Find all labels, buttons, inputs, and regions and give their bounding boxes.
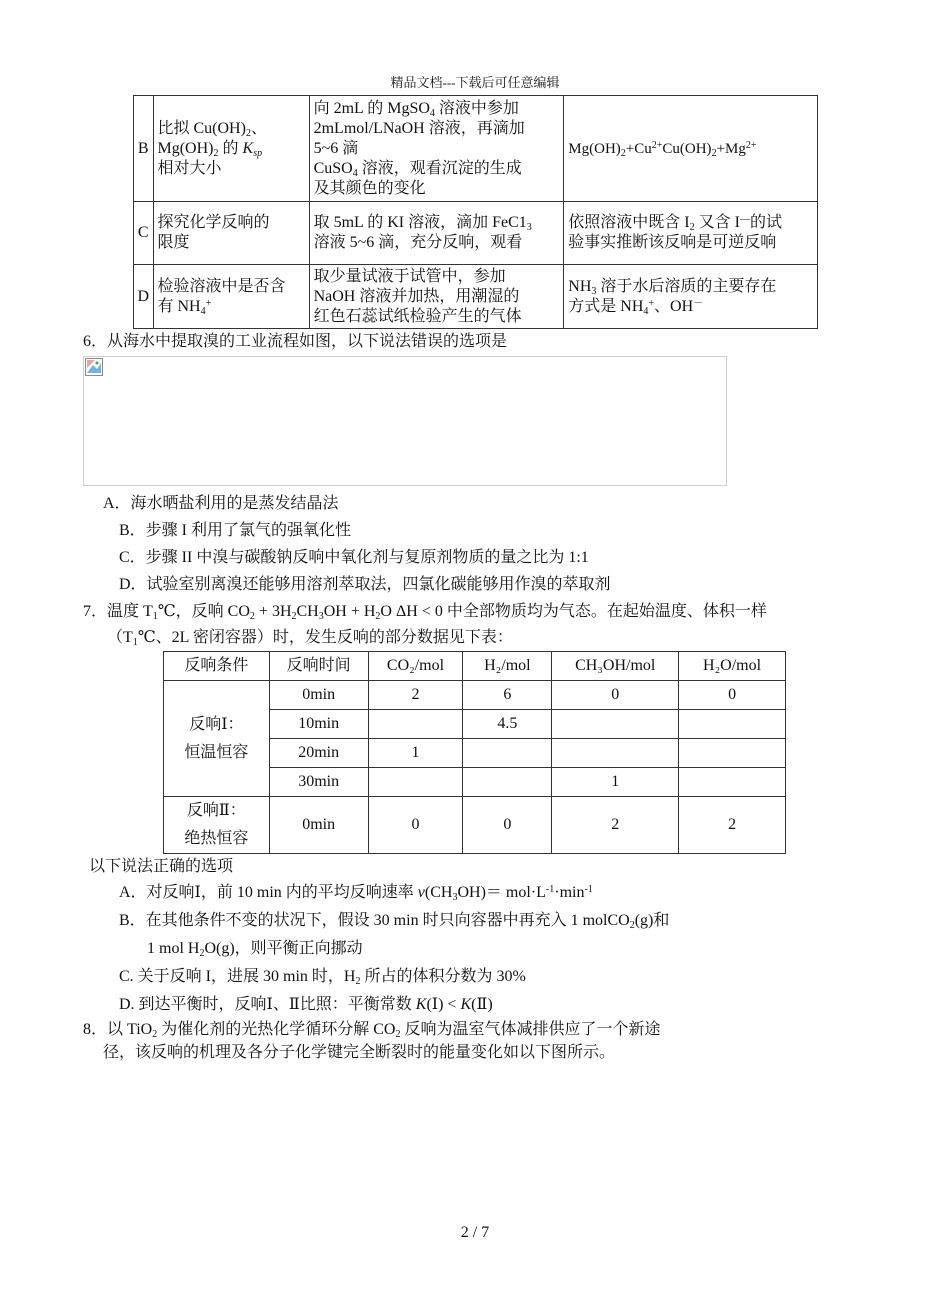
q6-option-a: A．海水晒盐利用的是蒸发结晶法	[103, 495, 339, 512]
table-row	[134, 96, 818, 202]
row-letter: D	[134, 265, 154, 329]
q7-stem: 7．温度 $T_1℃$，反响 $CO_2 + 3H_2CH_3OH + H_2O$ ΔH < 0 中全部物质均为气态。在起始温度、体积一样	[83, 603, 767, 622]
table-header-row	[164, 652, 786, 681]
q7-stem-line2: （$T_1℃$、2L 密闭容器）时，发生反响的部分数据见下表：	[107, 629, 513, 648]
purpose-cell: 比拟 $Cu(OH)_2$、 $Mg(OH)_2$ 的 $K_{sp}$ 相对大小	[153, 96, 309, 202]
col-header: H₂O/mol	[679, 652, 786, 681]
table-cell: 1	[552, 768, 679, 797]
page-number: 2 / 7	[460, 1224, 490, 1241]
col-header: CH₃OH/mol	[552, 652, 679, 681]
row-letter: B	[134, 96, 154, 202]
row-letter: C	[134, 202, 154, 265]
q8-stem: 8．以 TiO$_2$ 为催化剂的光热化学循环分解 $CO_2$ 反响为温室气体减排供应了一个新途	[83, 1021, 661, 1040]
operation-cell: 向 2mL 的 MgSO$_4$ 溶液中参加 2mLmol/LNaOH 溶液，再滴加 5~6 滴 CuSO$_4$ 溶液，观看沉淀的生成 及其颜色的变化	[309, 96, 564, 202]
condition-cell: 反响Ⅰ： 恒温恒容	[164, 681, 270, 797]
page-header: 精品文档---下载后可任意编辑	[390, 75, 560, 90]
broken-image-icon	[85, 358, 103, 376]
col-header: CO₂/mol	[368, 652, 463, 681]
operation-cell: 取 5mL 的 KI 溶液，滴加 $FeC1_3$ 溶液 5~6 滴，充分反响，观看	[309, 202, 564, 265]
col-header: 反响条件	[164, 652, 270, 681]
table-cell: 20min	[269, 739, 368, 768]
table-cell: 4.5	[463, 710, 552, 739]
table-row	[164, 797, 786, 854]
q7-option-b-line2: 1 mol $H_2O(g)$，则平衡正向挪动	[147, 940, 363, 959]
table-cell: 0	[368, 797, 463, 854]
table-cell	[368, 768, 463, 797]
table-cell	[368, 710, 463, 739]
conclusion-cell: 依照溶液中既含 $I_2$ 又含 I—的试 验事实推断该反响是可逆反响	[564, 202, 818, 265]
table-cell: 1	[368, 739, 463, 768]
table-cell: 0	[679, 681, 786, 710]
table-row	[134, 202, 818, 265]
conclusion-cell: $NH_3$ 溶于水后溶质的主要存在 方式是 $NH_4^+$、OH－	[564, 265, 818, 329]
table-cell	[679, 768, 786, 797]
table-cell: 0	[552, 681, 679, 710]
operation-cell: 取少量试液于试管中，参加 NaOH 溶液并加热，用潮湿的 红色石蕊试纸检验产生的气体	[309, 265, 564, 329]
table-row	[134, 265, 818, 329]
table-cell: 10min	[269, 710, 368, 739]
condition-cell: 反响Ⅱ： 绝热恒容	[164, 797, 270, 854]
conclusion-cell: $Mg(OH)_2+Cu^{2+}Cu(OH)_2+Mg^{2+}$	[564, 96, 818, 202]
table-cell: 2	[679, 797, 786, 854]
flowchart-image-placeholder	[83, 356, 727, 486]
q7-option-c: C. 关于反响 I，进展 30 min 时，$H_2$ 所占的体积分数为 30%	[119, 968, 526, 987]
table-cell: 30min	[269, 768, 368, 797]
table-cell	[552, 710, 679, 739]
table-cell: 0min	[269, 797, 368, 854]
q6-stem: 6．从海水中提取溴的工业流程如图，以下说法错误的选项是	[83, 333, 508, 350]
q6-option-c: C．步骤 II 中溴与碳酸钠反响中氧化剂与复原剂物质的量之比为 1:1	[119, 549, 589, 566]
table-cell	[463, 768, 552, 797]
table-cell	[679, 739, 786, 768]
table-cell: 2	[368, 681, 463, 710]
col-header: H₂/mol	[463, 652, 552, 681]
table-cell: 6	[463, 681, 552, 710]
q8-stem-line2: 径，该反响的机理及各分子化学键完全断裂时的能量变化如以下图所示。	[103, 1044, 616, 1061]
q7-option-d: D. 到达平衡时，反响Ⅰ、Ⅱ比照：平衡常数 K(Ⅰ) < K(Ⅱ)	[119, 996, 493, 1013]
q7-option-a: A．对反响Ⅰ，前 10 min 内的平均反响速率 $v(CH_3OH)= mol\cdot L^{-1}\cdot\min^{-1}$	[119, 884, 593, 903]
reaction-data-table	[163, 651, 786, 854]
table-cell	[679, 710, 786, 739]
table-cell	[463, 739, 552, 768]
table-cell: 0	[463, 797, 552, 854]
table-cell: 0min	[269, 681, 368, 710]
table-cell	[552, 739, 679, 768]
experiment-table	[133, 95, 818, 329]
purpose-cell: 探究化学反响的 限度	[153, 202, 309, 265]
table-cell: 2	[552, 797, 679, 854]
table-row	[164, 681, 786, 710]
col-header: 反响时间	[269, 652, 368, 681]
q7-option-b: B．在其他条件不变的状况下，假设 30 min 时只向容器中再充入 1 molCO$_2$(g)和	[119, 912, 670, 931]
q6-option-d: D．试验室别离溴还能够用溶剂萃取法，四氯化碳能够用作溴的萃取剂	[119, 576, 611, 593]
q6-option-b: B．步骤 I 利用了氯气的强氧化性	[119, 522, 352, 539]
purpose-cell: 检验溶液中是否含 有 $NH_4^+$	[153, 265, 309, 329]
q7-after-text: 以下说法正确的选项	[89, 858, 234, 875]
